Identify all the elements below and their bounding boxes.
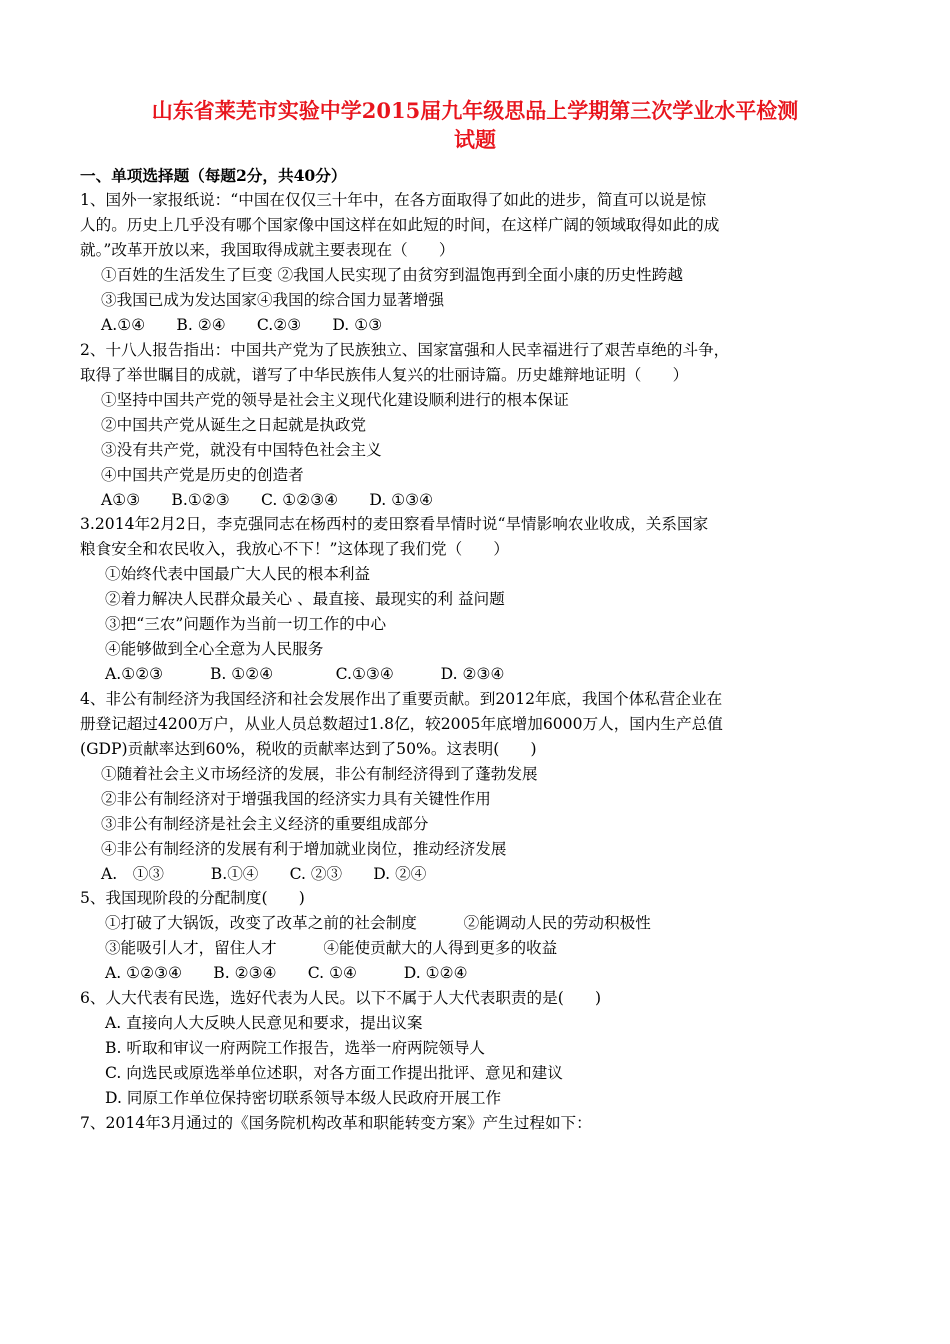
question-7-line-1: 7、2014年3月通过的《国务院机构改革和职能转变方案》产生过程如下： xyxy=(80,1114,592,1132)
question-5-option-line-1: ①打破了大锅饭，改变了改革之前的社会制度 ②能调动人民的劳动积极性 xyxy=(105,914,651,932)
question-4-line-2: 册登记超过4200万户，从业人员总数超过1.8亿，较2005年底增加6000万人，国内生产总值 xyxy=(80,715,723,733)
question-2-option-4: ④中国共产党是历史的创造者 xyxy=(101,466,304,484)
question-4-option-1: ①随着社会主义市场经济的发展，非公有制经济得到了蓬勃发展 xyxy=(101,765,538,783)
question-3-line-2: 粮食安全和农民收入，我放心不下！”这体现了我们党（ ） xyxy=(80,540,510,558)
question-4-option-2: ②非公有制经济对于增强我国的经济实力具有关键性作用 xyxy=(101,790,491,808)
question-6-option-c: C. 向选民或原选举单位述职，对各方面工作提出批评、意见和建议 xyxy=(105,1064,563,1082)
question-4-option-3: ③非公有制经济是社会主义经济的重要组成部分 xyxy=(101,815,429,833)
question-2-line-1: 2、十八人报告指出：中国共产党为了民族独立、国家富强和人民幸福进行了艰苦卓绝的斗争， xyxy=(80,341,730,359)
question-6-option-b: B. 听取和审议一府两院工作报告，选举一府两院领导人 xyxy=(105,1039,486,1057)
question-4-line-1: 4、非公有制经济为我国经济和社会发展作出了重要贡献。到2012年底，我国个体私营企业在 xyxy=(80,690,723,708)
question-2-answers: A①③ B.①②③ C. ①②③④ D. ①③④ xyxy=(101,491,434,509)
question-1-option-line-2: ③我国已成为发达国家④我国的综合国力显著增强 xyxy=(101,291,445,309)
question-6-option-a: A. 直接向人大反映人民意见和要求，提出议案 xyxy=(105,1014,423,1032)
question-1-line-3: 就。”改革开放以来，我国取得成就主要表现在（ ） xyxy=(80,241,455,259)
question-2-line-2: 取得了举世瞩目的成就，谱写了中华民族伟人复兴的壮丽诗篇。历史雄辩地证明（ ） xyxy=(80,366,689,384)
question-3-option-3: ③把“三农”问题作为当前一切工作的中心 xyxy=(105,615,387,633)
document-title-line-1: 山东省莱芜市实验中学2015届九年级思品上学期第三次学业水平检测 xyxy=(151,98,799,123)
section-heading: 一、单项选择题（每题2分，共40分） xyxy=(80,166,347,185)
question-1-option-line-1: ①百姓的生活发生了巨变 ②我国人民实现了由贫穷到温饱再到全面小康的历史性跨越 xyxy=(101,266,683,284)
question-2-option-3: ③没有共产党，就没有中国特色社会主义 xyxy=(101,441,382,459)
question-6-line-1: 6、人大代表有民选，选好代表为人民。以下不属于人大代表职责的是( ) xyxy=(80,989,602,1007)
question-3-answers: A.①②③ B. ①②④ C.①③④ D. ②③④ xyxy=(105,665,505,683)
question-3-option-4: ④能够做到全心全意为人民服务 xyxy=(105,640,324,658)
question-4-line-3: (GDP)贡献率达到60%，税收的贡献率达到了50%。这表明( ) xyxy=(80,740,537,758)
question-1-line-2: 人的。历史上几乎没有哪个国家像中国这样在如此短的时间，在这样广阔的领域取得如此的成 xyxy=(80,216,720,234)
question-6-option-d: D. 同原工作单位保持密切联系领导本级人民政府开展工作 xyxy=(105,1089,502,1107)
question-4-option-4: ④非公有制经济的发展有利于增加就业岗位，推动经济发展 xyxy=(101,840,507,858)
question-5-option-line-2: ③能吸引人才，留住人才 ④能使贡献大的人得到更多的收益 xyxy=(105,939,558,957)
question-5-answers: A. ①②③④ B. ②③④ C. ①④ D. ①②④ xyxy=(105,964,468,982)
question-1-answers: A.①④ B. ②④ C.②③ D. ①③ xyxy=(101,316,383,334)
question-2-option-2: ②中国共产党从诞生之日起就是执政党 xyxy=(101,416,367,434)
question-4-answers: A. ①③ B.①④ C. ②③ D. ②④ xyxy=(101,865,427,883)
question-5-line-1: 5、我国现阶段的分配制度( ) xyxy=(80,889,305,907)
document-title-line-2: 试题 xyxy=(454,127,496,152)
question-3-line-1: 3.2014年2月2日，李克强同志在杨西村的麦田察看旱情时说“旱情影响农业收成，关系国家 xyxy=(80,515,709,533)
question-3-option-1: ①始终代表中国最广大人民的根本利益 xyxy=(105,565,371,583)
question-3-option-2: ②着力解决人民群众最关心 、最直接、最现实的利 益问题 xyxy=(105,590,505,608)
question-2-option-1: ①坚持中国共产党的领导是社会主义现代化建设顺利进行的根本保证 xyxy=(101,391,569,409)
question-1-line-1: 1、国外一家报纸说：“中国在仅仅三十年中，在各方面取得了如此的进步，简直可以说是惊 xyxy=(80,191,707,209)
